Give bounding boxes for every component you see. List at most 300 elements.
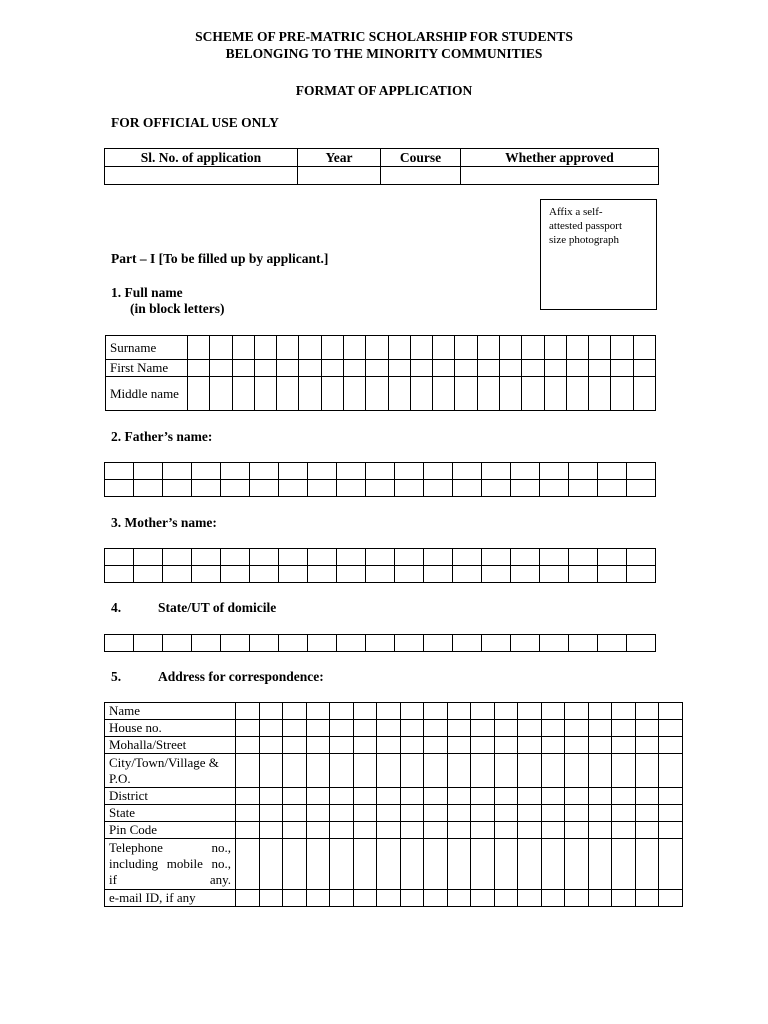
letter-box[interactable]: [232, 360, 254, 377]
letter-box[interactable]: [471, 890, 495, 907]
letter-box[interactable]: [283, 805, 307, 822]
letter-box[interactable]: [306, 788, 330, 805]
letter-box[interactable]: [612, 703, 636, 720]
letter-box[interactable]: [306, 890, 330, 907]
letter-box[interactable]: [259, 703, 283, 720]
letter-box[interactable]: [566, 336, 588, 360]
letter-box[interactable]: [236, 805, 260, 822]
letter-box[interactable]: [188, 336, 210, 360]
letter-box[interactable]: [306, 822, 330, 839]
letter-box[interactable]: [569, 566, 598, 583]
letter-box[interactable]: [494, 839, 518, 890]
letter-box[interactable]: [377, 788, 401, 805]
letter-box[interactable]: [192, 480, 221, 497]
letter-box[interactable]: [447, 703, 471, 720]
letter-box[interactable]: [588, 754, 612, 788]
letter-box[interactable]: [565, 839, 589, 890]
letter-box[interactable]: [410, 377, 432, 411]
letter-box[interactable]: [635, 720, 659, 737]
letter-box[interactable]: [659, 890, 683, 907]
letter-box[interactable]: [471, 839, 495, 890]
letter-box[interactable]: [635, 754, 659, 788]
letter-box[interactable]: [494, 737, 518, 754]
letter-box[interactable]: [565, 805, 589, 822]
letter-box[interactable]: [659, 839, 683, 890]
letter-box[interactable]: [236, 822, 260, 839]
letter-box[interactable]: [611, 336, 633, 360]
letter-box[interactable]: [612, 788, 636, 805]
letter-box[interactable]: [388, 377, 410, 411]
letter-box[interactable]: [283, 839, 307, 890]
letter-box[interactable]: [424, 703, 448, 720]
letter-box[interactable]: [259, 839, 283, 890]
letter-box[interactable]: [612, 805, 636, 822]
letter-box[interactable]: [494, 788, 518, 805]
letter-box[interactable]: [588, 839, 612, 890]
letter-box[interactable]: [330, 754, 354, 788]
letter-box[interactable]: [279, 480, 308, 497]
letter-box[interactable]: [306, 805, 330, 822]
letter-box[interactable]: [283, 737, 307, 754]
letter-box[interactable]: [612, 839, 636, 890]
letter-box[interactable]: [635, 805, 659, 822]
letter-box[interactable]: [400, 805, 424, 822]
letter-box[interactable]: [541, 890, 565, 907]
letter-box[interactable]: [424, 890, 448, 907]
letter-box[interactable]: [544, 360, 566, 377]
letter-box[interactable]: [482, 463, 511, 480]
letter-box[interactable]: [134, 480, 163, 497]
letter-box[interactable]: [236, 737, 260, 754]
letter-box[interactable]: [259, 720, 283, 737]
letter-box[interactable]: [377, 720, 401, 737]
letter-box[interactable]: [395, 635, 424, 652]
letter-box[interactable]: [192, 635, 221, 652]
letter-box[interactable]: [424, 463, 453, 480]
letter-box[interactable]: [482, 480, 511, 497]
letter-box[interactable]: [511, 635, 540, 652]
letter-box[interactable]: [277, 360, 299, 377]
letter-box[interactable]: [541, 737, 565, 754]
letter-box[interactable]: [377, 805, 401, 822]
letter-box[interactable]: [330, 703, 354, 720]
letter-box[interactable]: [353, 737, 377, 754]
letter-box[interactable]: [541, 788, 565, 805]
letter-box[interactable]: [221, 463, 250, 480]
letter-box[interactable]: [494, 890, 518, 907]
letter-box[interactable]: [259, 822, 283, 839]
letter-box[interactable]: [589, 336, 611, 360]
letter-box[interactable]: [232, 336, 254, 360]
letter-box[interactable]: [277, 336, 299, 360]
letter-box[interactable]: [540, 635, 569, 652]
letter-box[interactable]: [330, 805, 354, 822]
letter-box[interactable]: [518, 754, 542, 788]
letter-box[interactable]: [330, 788, 354, 805]
letter-box[interactable]: [588, 805, 612, 822]
letter-box[interactable]: [447, 737, 471, 754]
letter-box[interactable]: [395, 566, 424, 583]
letter-box[interactable]: [366, 549, 395, 566]
letter-box[interactable]: [299, 377, 321, 411]
letter-box[interactable]: [447, 788, 471, 805]
letter-box[interactable]: [541, 754, 565, 788]
letter-box[interactable]: [306, 839, 330, 890]
letter-box[interactable]: [447, 839, 471, 890]
letter-box[interactable]: [395, 480, 424, 497]
letter-box[interactable]: [353, 703, 377, 720]
letter-box[interactable]: [250, 549, 279, 566]
letter-box[interactable]: [192, 463, 221, 480]
letter-box[interactable]: [188, 360, 210, 377]
letter-box[interactable]: [236, 788, 260, 805]
letter-box[interactable]: [569, 463, 598, 480]
letter-box[interactable]: [321, 336, 343, 360]
letter-box[interactable]: [499, 360, 521, 377]
letter-box[interactable]: [612, 737, 636, 754]
letter-box[interactable]: [540, 566, 569, 583]
letter-box[interactable]: [192, 566, 221, 583]
letter-box[interactable]: [221, 549, 250, 566]
letter-box[interactable]: [163, 549, 192, 566]
letter-box[interactable]: [232, 377, 254, 411]
letter-box[interactable]: [569, 549, 598, 566]
letter-box[interactable]: [353, 754, 377, 788]
letter-box[interactable]: [565, 890, 589, 907]
letter-box[interactable]: [598, 566, 627, 583]
letter-box[interactable]: [279, 566, 308, 583]
letter-box[interactable]: [259, 890, 283, 907]
letter-box[interactable]: [659, 754, 683, 788]
letter-box[interactable]: [424, 635, 453, 652]
letter-box[interactable]: [306, 737, 330, 754]
letter-box[interactable]: [250, 566, 279, 583]
letter-box[interactable]: [433, 360, 455, 377]
letter-box[interactable]: [541, 822, 565, 839]
letter-box[interactable]: [612, 890, 636, 907]
letter-box[interactable]: [455, 377, 477, 411]
letter-box[interactable]: [588, 788, 612, 805]
letter-box[interactable]: [589, 377, 611, 411]
letter-box[interactable]: [353, 788, 377, 805]
letter-box[interactable]: [400, 720, 424, 737]
letter-box[interactable]: [522, 360, 544, 377]
letter-box[interactable]: [395, 549, 424, 566]
letter-box[interactable]: [589, 360, 611, 377]
letter-box[interactable]: [566, 377, 588, 411]
letter-box[interactable]: [299, 360, 321, 377]
letter-box[interactable]: [518, 737, 542, 754]
letter-box[interactable]: [566, 360, 588, 377]
letter-box[interactable]: [306, 720, 330, 737]
letter-box[interactable]: [105, 635, 134, 652]
letter-box[interactable]: [236, 839, 260, 890]
letter-box[interactable]: [308, 635, 337, 652]
letter-box[interactable]: [433, 336, 455, 360]
letter-box[interactable]: [544, 336, 566, 360]
letter-box[interactable]: [259, 754, 283, 788]
letter-box[interactable]: [134, 635, 163, 652]
letter-box[interactable]: [395, 463, 424, 480]
letter-box[interactable]: [518, 703, 542, 720]
letter-box[interactable]: [134, 463, 163, 480]
letter-box[interactable]: [254, 336, 276, 360]
letter-box[interactable]: [494, 754, 518, 788]
letter-box[interactable]: [612, 754, 636, 788]
letter-box[interactable]: [471, 754, 495, 788]
letter-box[interactable]: [540, 463, 569, 480]
letter-box[interactable]: [366, 377, 388, 411]
letter-box[interactable]: [499, 377, 521, 411]
letter-box[interactable]: [541, 805, 565, 822]
letter-box[interactable]: [221, 480, 250, 497]
letter-box[interactable]: [471, 822, 495, 839]
letter-box[interactable]: [308, 480, 337, 497]
letter-box[interactable]: [250, 463, 279, 480]
letter-box[interactable]: [377, 822, 401, 839]
letter-box[interactable]: [279, 549, 308, 566]
letter-box[interactable]: [635, 703, 659, 720]
letter-box[interactable]: [192, 549, 221, 566]
letter-box[interactable]: [400, 754, 424, 788]
letter-box[interactable]: [400, 839, 424, 890]
letter-box[interactable]: [210, 336, 232, 360]
letter-box[interactable]: [569, 635, 598, 652]
letter-box[interactable]: [400, 737, 424, 754]
letter-box[interactable]: [518, 788, 542, 805]
letter-box[interactable]: [134, 566, 163, 583]
letter-box[interactable]: [447, 890, 471, 907]
letter-box[interactable]: [588, 737, 612, 754]
letter-box[interactable]: [541, 839, 565, 890]
letter-box[interactable]: [494, 805, 518, 822]
letter-box[interactable]: [424, 480, 453, 497]
letter-box[interactable]: [565, 720, 589, 737]
letter-box[interactable]: [565, 788, 589, 805]
letter-box[interactable]: [477, 360, 499, 377]
letter-box[interactable]: [321, 360, 343, 377]
letter-box[interactable]: [447, 720, 471, 737]
letter-box[interactable]: [598, 480, 627, 497]
letter-box[interactable]: [353, 890, 377, 907]
letter-box[interactable]: [279, 463, 308, 480]
letter-box[interactable]: [377, 890, 401, 907]
letter-box[interactable]: [330, 890, 354, 907]
letter-box[interactable]: [659, 805, 683, 822]
letter-box[interactable]: [612, 720, 636, 737]
letter-box[interactable]: [163, 566, 192, 583]
letter-box[interactable]: [283, 754, 307, 788]
letter-box[interactable]: [366, 480, 395, 497]
letter-box[interactable]: [236, 703, 260, 720]
letter-box[interactable]: [330, 720, 354, 737]
letter-box[interactable]: [659, 703, 683, 720]
letter-box[interactable]: [633, 336, 655, 360]
letter-box[interactable]: [627, 635, 656, 652]
letter-box[interactable]: [612, 822, 636, 839]
letter-box[interactable]: [633, 377, 655, 411]
year-cell[interactable]: [298, 167, 381, 185]
letter-box[interactable]: [424, 720, 448, 737]
letter-box[interactable]: [254, 377, 276, 411]
letter-box[interactable]: [337, 566, 366, 583]
letter-box[interactable]: [388, 360, 410, 377]
letter-box[interactable]: [343, 377, 365, 411]
letter-box[interactable]: [455, 336, 477, 360]
letter-box[interactable]: [163, 463, 192, 480]
letter-box[interactable]: [424, 805, 448, 822]
letter-box[interactable]: [635, 737, 659, 754]
letter-box[interactable]: [659, 788, 683, 805]
letter-box[interactable]: [259, 805, 283, 822]
letter-box[interactable]: [321, 377, 343, 411]
letter-box[interactable]: [343, 360, 365, 377]
letter-box[interactable]: [453, 480, 482, 497]
letter-box[interactable]: [482, 566, 511, 583]
letter-box[interactable]: [635, 822, 659, 839]
letter-box[interactable]: [400, 703, 424, 720]
letter-box[interactable]: [337, 549, 366, 566]
letter-box[interactable]: [400, 788, 424, 805]
letter-box[interactable]: [518, 720, 542, 737]
letter-box[interactable]: [424, 737, 448, 754]
letter-box[interactable]: [522, 377, 544, 411]
letter-box[interactable]: [366, 635, 395, 652]
letter-box[interactable]: [366, 336, 388, 360]
letter-box[interactable]: [366, 463, 395, 480]
letter-box[interactable]: [388, 336, 410, 360]
letter-box[interactable]: [447, 822, 471, 839]
letter-box[interactable]: [424, 566, 453, 583]
letter-box[interactable]: [299, 336, 321, 360]
letter-box[interactable]: [522, 336, 544, 360]
letter-box[interactable]: [410, 360, 432, 377]
letter-box[interactable]: [455, 360, 477, 377]
letter-box[interactable]: [518, 805, 542, 822]
letter-box[interactable]: [540, 549, 569, 566]
letter-box[interactable]: [424, 822, 448, 839]
letter-box[interactable]: [353, 839, 377, 890]
letter-box[interactable]: [565, 737, 589, 754]
letter-box[interactable]: [210, 360, 232, 377]
letter-box[interactable]: [627, 549, 656, 566]
letter-box[interactable]: [377, 754, 401, 788]
letter-box[interactable]: [588, 822, 612, 839]
letter-box[interactable]: [377, 839, 401, 890]
letter-box[interactable]: [494, 822, 518, 839]
letter-box[interactable]: [598, 635, 627, 652]
letter-box[interactable]: [511, 549, 540, 566]
letter-box[interactable]: [283, 720, 307, 737]
letter-box[interactable]: [471, 737, 495, 754]
letter-box[interactable]: [306, 703, 330, 720]
letter-box[interactable]: [306, 754, 330, 788]
letter-box[interactable]: [511, 566, 540, 583]
letter-box[interactable]: [105, 463, 134, 480]
letter-box[interactable]: [544, 377, 566, 411]
letter-box[interactable]: [330, 839, 354, 890]
letter-box[interactable]: [424, 754, 448, 788]
letter-box[interactable]: [283, 788, 307, 805]
letter-box[interactable]: [105, 480, 134, 497]
letter-box[interactable]: [277, 377, 299, 411]
letter-box[interactable]: [400, 890, 424, 907]
letter-box[interactable]: [569, 480, 598, 497]
letter-box[interactable]: [259, 737, 283, 754]
letter-box[interactable]: [447, 805, 471, 822]
letter-box[interactable]: [499, 336, 521, 360]
letter-box[interactable]: [254, 360, 276, 377]
letter-box[interactable]: [410, 336, 432, 360]
letter-box[interactable]: [635, 788, 659, 805]
letter-box[interactable]: [337, 463, 366, 480]
letter-box[interactable]: [477, 336, 499, 360]
letter-box[interactable]: [518, 839, 542, 890]
letter-box[interactable]: [236, 890, 260, 907]
letter-box[interactable]: [400, 822, 424, 839]
letter-box[interactable]: [453, 566, 482, 583]
letter-box[interactable]: [598, 463, 627, 480]
letter-box[interactable]: [635, 890, 659, 907]
letter-box[interactable]: [353, 805, 377, 822]
letter-box[interactable]: [343, 336, 365, 360]
letter-box[interactable]: [627, 566, 656, 583]
letter-box[interactable]: [518, 890, 542, 907]
letter-box[interactable]: [163, 480, 192, 497]
letter-box[interactable]: [471, 788, 495, 805]
letter-box[interactable]: [494, 720, 518, 737]
letter-box[interactable]: [105, 566, 134, 583]
letter-box[interactable]: [283, 890, 307, 907]
letter-box[interactable]: [494, 703, 518, 720]
sl-no-cell[interactable]: [105, 167, 298, 185]
letter-box[interactable]: [565, 822, 589, 839]
letter-box[interactable]: [541, 720, 565, 737]
letter-box[interactable]: [250, 480, 279, 497]
letter-box[interactable]: [447, 754, 471, 788]
letter-box[interactable]: [453, 635, 482, 652]
letter-box[interactable]: [330, 737, 354, 754]
letter-box[interactable]: [540, 480, 569, 497]
letter-box[interactable]: [659, 737, 683, 754]
letter-box[interactable]: [633, 360, 655, 377]
letter-box[interactable]: [250, 635, 279, 652]
letter-box[interactable]: [511, 480, 540, 497]
letter-box[interactable]: [279, 635, 308, 652]
letter-box[interactable]: [105, 549, 134, 566]
letter-box[interactable]: [283, 822, 307, 839]
letter-box[interactable]: [236, 754, 260, 788]
letter-box[interactable]: [188, 377, 210, 411]
letter-box[interactable]: [221, 566, 250, 583]
letter-box[interactable]: [308, 549, 337, 566]
letter-box[interactable]: [453, 463, 482, 480]
letter-box[interactable]: [236, 720, 260, 737]
letter-box[interactable]: [337, 635, 366, 652]
letter-box[interactable]: [541, 703, 565, 720]
letter-box[interactable]: [659, 822, 683, 839]
course-cell[interactable]: [381, 167, 461, 185]
letter-box[interactable]: [366, 360, 388, 377]
letter-box[interactable]: [518, 822, 542, 839]
letter-box[interactable]: [163, 635, 192, 652]
letter-box[interactable]: [134, 549, 163, 566]
letter-box[interactable]: [424, 788, 448, 805]
letter-box[interactable]: [477, 377, 499, 411]
approved-cell[interactable]: [461, 167, 659, 185]
letter-box[interactable]: [433, 377, 455, 411]
letter-box[interactable]: [308, 463, 337, 480]
